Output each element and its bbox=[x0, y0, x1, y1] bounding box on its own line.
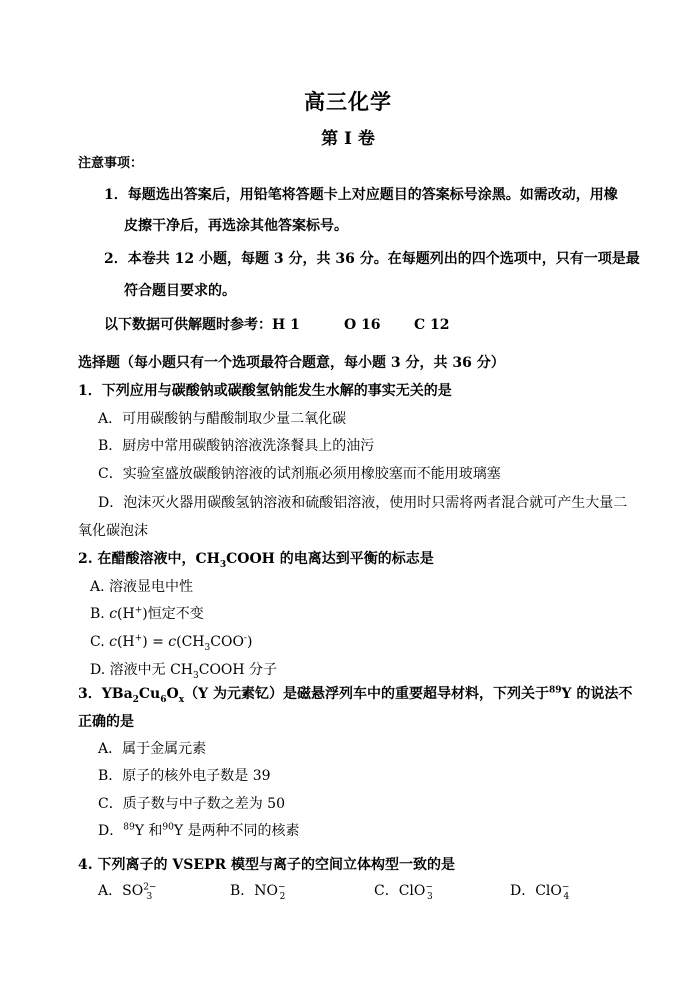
question-3-stem bbox=[78, 684, 632, 704]
q3-post: （Y 为元素钇）是磁悬浮列车中的重要超导材料，下列关于 bbox=[184, 686, 549, 702]
q2c-ion2: (CH bbox=[176, 634, 205, 650]
q3-cu: Cu bbox=[138, 686, 161, 702]
q2c-mid: ) = bbox=[142, 634, 169, 650]
question-2-stem-pre: 2. 在醋酸溶液中，CH bbox=[78, 551, 220, 567]
q3d-sup2: 90 bbox=[162, 822, 174, 833]
q4a-sup: 2− bbox=[143, 882, 157, 893]
question-3-stem-cont: 正确的是 bbox=[78, 714, 134, 730]
q2c-c2: c bbox=[168, 634, 177, 650]
q4c-pre: C．ClO bbox=[374, 883, 426, 899]
q4c-sub: 3 bbox=[426, 891, 433, 902]
q4a-pre: A．SO bbox=[98, 883, 144, 899]
question-4-stem: 4. 下列离子的 VSEPR 模型与离子的空间立体构型一致的是 bbox=[78, 857, 456, 873]
q2c-ion1: (H bbox=[116, 634, 135, 650]
note-2-cont: 符合题目要求的。 bbox=[124, 283, 236, 299]
note-2 bbox=[104, 249, 640, 269]
question-1-option-b: B．厨房中常用碳酸钠溶液洗涤餐具上的油污 bbox=[98, 438, 375, 454]
q2d-post: COOH 分子 bbox=[198, 662, 278, 678]
q4d-sup: − bbox=[561, 882, 570, 893]
question-1-option-c: C．实验室盛放碳酸钠溶液的试剂瓶必须用橡胶塞而不能用玻璃塞 bbox=[98, 466, 501, 482]
q2c-sup2: - bbox=[243, 633, 247, 644]
note-1-cont: 皮擦干净后，再选涂其他答案标号。 bbox=[124, 218, 348, 234]
q2b-pre: B. bbox=[90, 606, 110, 622]
q3-sub3: x bbox=[178, 694, 185, 705]
q3-sup: 89 bbox=[548, 685, 562, 696]
q3-sub2: 6 bbox=[160, 694, 167, 705]
q2c-coo: COO bbox=[210, 634, 244, 650]
note-1-num: 1． bbox=[104, 187, 128, 203]
q4b-pre: B．NO bbox=[230, 883, 279, 899]
question-1-stem: 1．下列应用与碳酸钠或碳酸氢钠能发生水解的事实无关的是 bbox=[78, 383, 452, 399]
question-3-option-a: A．属于金属元素 bbox=[98, 741, 207, 757]
question-2-stem bbox=[78, 549, 434, 569]
page-title: 高三化学 bbox=[304, 89, 392, 114]
question-3-option-d bbox=[98, 821, 300, 841]
q3-o: O bbox=[166, 686, 179, 702]
question-2-stem-post: COOH 的电离达到平衡的标志是 bbox=[226, 551, 434, 567]
q2b-ion: (H bbox=[117, 606, 135, 622]
q3-pre: 3．YBa bbox=[78, 686, 133, 702]
question-2-option-b bbox=[90, 604, 204, 624]
question-1-option-d: D．泡沫灭火器用碳酸氢钠溶液和硫酸铝溶液，使用时只需将两者混合就可产生大量二 bbox=[98, 495, 628, 511]
q2c-sup1: + bbox=[134, 633, 143, 644]
q2c-pre: C. bbox=[90, 634, 110, 650]
section-heading: 选择题（每小题只有一个选项最符合题意，每小题 3 分，共 36 分） bbox=[78, 355, 505, 371]
q4b-sub: 2 bbox=[279, 891, 286, 902]
q3-sub1: 2 bbox=[132, 694, 139, 705]
note-1-text: 每题选出答案后，用铅笔将答题卡上对应题目的答案标号涂黑。如需改动，用橡 bbox=[127, 187, 618, 203]
question-2-option-d bbox=[90, 660, 277, 680]
reference-c: C 12 bbox=[414, 317, 450, 333]
question-2-option-a: A. 溶液显电中性 bbox=[90, 579, 194, 595]
note-1 bbox=[104, 185, 618, 205]
q2b-c: c bbox=[109, 606, 118, 622]
question-4-option-c bbox=[374, 881, 433, 901]
q4b-sup: − bbox=[278, 882, 286, 893]
q3d-post: Y 是两种不同的核素 bbox=[173, 823, 300, 839]
q4d-pre: D．ClO bbox=[510, 883, 562, 899]
q3-end: Y 的说法不 bbox=[561, 686, 633, 702]
question-4-option-d bbox=[510, 881, 569, 901]
reference-h: H 1 bbox=[272, 317, 300, 333]
q2c-c1: c bbox=[109, 634, 117, 650]
question-2-option-c bbox=[90, 632, 252, 652]
q2d-sub: 3 bbox=[193, 670, 199, 681]
question-4-option-b bbox=[230, 881, 285, 901]
reference-data bbox=[104, 315, 450, 335]
note-2-num: 2． bbox=[104, 251, 128, 267]
question-1-option-d-cont: 氧化碳泡沫 bbox=[78, 523, 148, 539]
question-3-option-b: B．原子的核外电子数是 39 bbox=[98, 768, 271, 784]
q3d-pre: D． bbox=[98, 823, 124, 839]
question-4-option-a bbox=[98, 881, 157, 902]
q2b-sup: + bbox=[134, 605, 143, 616]
reference-label: 以下数据可供解题时参考： bbox=[104, 317, 272, 333]
question-1-option-a: A．可用碳酸钠与醋酸制取少量二氧化碳 bbox=[98, 411, 347, 427]
note-2-text: 本卷共 12 小题，每题 3 分，共 36 分。在每题列出的四个选项中，只有一项是最 bbox=[127, 251, 640, 267]
q3d-mid: Y 和 bbox=[134, 823, 163, 839]
q4c-sup: − bbox=[425, 882, 433, 893]
volume-title: 第 I 卷 bbox=[321, 129, 375, 149]
reference-o: O 16 bbox=[344, 317, 381, 333]
question-2-stem-sub: 3 bbox=[219, 559, 227, 570]
q2d-pre: D. 溶液中无 CH bbox=[90, 662, 193, 678]
q2c-sub2: 3 bbox=[204, 642, 211, 653]
notes-heading: 注意事项： bbox=[78, 156, 144, 171]
q4a-sub: 3 bbox=[146, 891, 153, 902]
question-3-option-c: C．质子数与中子数之差为 50 bbox=[98, 796, 285, 812]
q2c-post: ) bbox=[246, 634, 253, 650]
q2b-post: )恒定不变 bbox=[142, 606, 204, 622]
q3d-sup1: 89 bbox=[123, 822, 135, 833]
q4d-sub: 4 bbox=[563, 891, 570, 902]
